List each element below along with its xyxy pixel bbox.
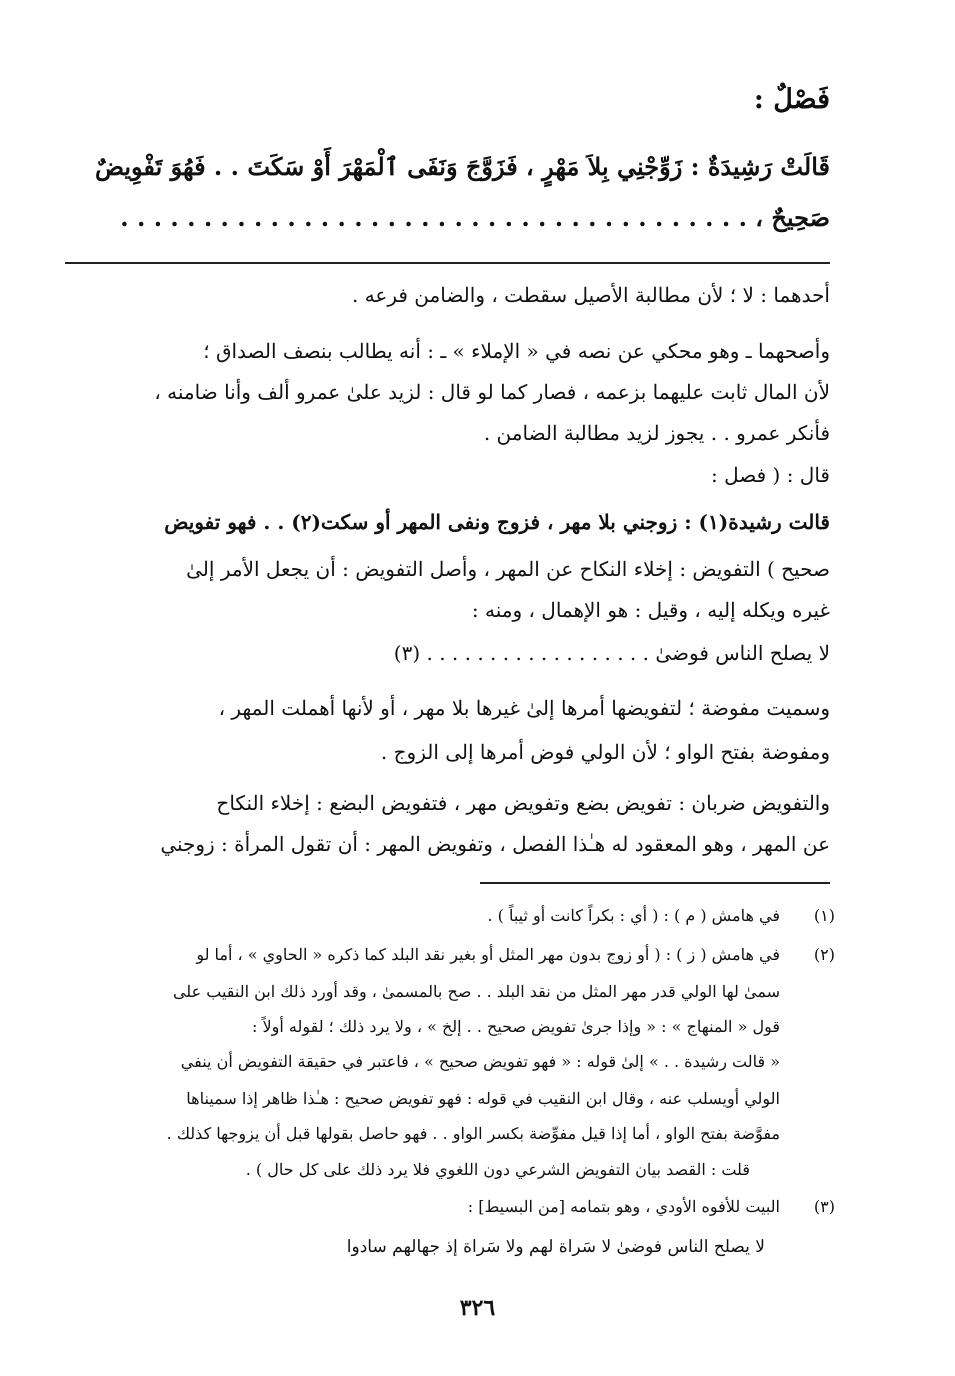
sharh-line-quoted-matn: قالت رشيدة(١) : زوجني بلا مهر ، فزوج ونفى المهر أو سكت(٢) . . فهو تفويض bbox=[164, 510, 830, 534]
footnote-line: البيت للأفوه الأودي ، وهو بتمامه [من البسيط] : bbox=[467, 1197, 780, 1216]
footnote-line: قول « المنهاج » : « وإذا جرىٰ تفويض صحيح . . إلخ » ، ولا يرد ذلك ؛ لقوله أولاً : bbox=[252, 1017, 780, 1036]
matn-line-2: صَحِيحٌ ، . . . . . . . . . . . . . . . . . . . . . . . . . . . . . . . . . . . . . . bbox=[120, 203, 830, 232]
sharh-verse-line: لا يصلح الناس فوضىٰ . . . . . . . . . . . . . . . . . . (٣) bbox=[393, 641, 830, 665]
footnote-line: الولي أويسلب عنه ، وقال ابن النقيب في قوله : فهو تفويض صحيح : هـٰذا ظاهر إذا سميناها bbox=[186, 1089, 780, 1108]
matn-heading: فَصْلٌ : bbox=[753, 84, 830, 115]
sharh-line: ومفوضة بفتح الواو ؛ لأن الولي فوض أمرها إلى الزوج . bbox=[380, 740, 830, 764]
sharh-line: لأن المال ثابت عليهما بزعمه ، فصار كما لو قال : لزيد علىٰ عمرو ألف وأنا ضامنه ، bbox=[154, 380, 830, 404]
footnote-number: (٢) bbox=[813, 945, 835, 964]
sharh-line: غيره ويكله إليه ، وقيل : هو الإهمال ، ومنه : bbox=[471, 598, 830, 622]
sharh-line: قال : ( فصل : bbox=[711, 463, 830, 487]
sharh-line: صحيح ) التفويض : إخلاء النكاح عن المهر ، وأصل التفويض : أن يجعل الأمر إلىٰ bbox=[186, 557, 830, 581]
matn-separator-rule bbox=[65, 262, 830, 264]
sharh-line: والتفويض ضربان : تفويض بضع وتفويض مهر ، فتفويض البضع : إخلاء النكاح bbox=[216, 791, 830, 815]
footnote-line: سمىٰ لها الولي قدر مهر المثل من نقد البلد . . صح بالمسمىٰ ، وقد أورد ذلك ابن النقيب على bbox=[172, 982, 780, 1001]
footnote-line: في هامش ( ز ) : ( أو زوج بدون مهر المثل أو بغير نقد البلد كما ذكره « الحاوي » ، أما لو bbox=[196, 945, 780, 964]
sharh-line: أحدهما : لا ؛ لأن مطالبة الأصيل سقطت ، والضامن فرعه . bbox=[351, 283, 830, 307]
page-number: ٣٢٦ bbox=[459, 1295, 496, 1321]
sharh-line: عن المهر ، وهو المعقود له هـٰذا الفصل ، وتفويض المهر : أن تقول المرأة : زوجني bbox=[160, 832, 830, 856]
footnote-separator-rule bbox=[480, 882, 830, 884]
sharh-line: فأنكر عمرو . . يجوز لزيد مطالبة الضامن . bbox=[483, 421, 830, 445]
sharh-line: وسميت مفوضة ؛ لتفويضها أمرها إلىٰ غيرها بلا مهر ، أو لأنها أهملت المهر ، bbox=[218, 696, 830, 720]
sharh-line: وأصحهما ـ وهو محكي عن نصه في « الإملاء » ـ : أنه يطالب بنصف الصداق ؛ bbox=[203, 339, 830, 363]
footnote-verse-line: لا يصلح الناس فوضىٰ لا سَراة لهم ولا سَراة إذ جهالهم سادوا bbox=[346, 1237, 765, 1257]
footnote-line: قلت : القصد بيان التفويض الشرعي دون اللغوي فلا يرد ذلك على كل حال ) . bbox=[245, 1160, 750, 1179]
footnote-line: مفوَّضة بفتح الواو ، أما إذا قيل مفوِّضة بكسر الواو . . فهو حاصل بقولها قبل أن يزوجها كذلك . bbox=[166, 1124, 780, 1143]
footnote-line: في هامش ( م ) : ( أي : بكراً كانت أو ثيباً ) . bbox=[487, 906, 780, 925]
footnote-number: (٣) bbox=[813, 1197, 835, 1216]
matn-line-1: قَالَتْ رَشِيدَةٌ : زَوِّجْنِي بِلاَ مَهْرٍ ، فَزَوَّجَ وَنَفَى ٱلْمَهْرَ أَوْ سَكَتَ . . فَهُوَ تَفْوِيضٌ bbox=[94, 152, 830, 181]
footnote-line: « قالت رشيدة . . » إلىٰ قوله : « فهو تفويض صحيح » ، فاعتبر في حقيقة التفويض أن ينفي bbox=[180, 1052, 780, 1071]
footnote-number: (١) bbox=[813, 906, 835, 925]
